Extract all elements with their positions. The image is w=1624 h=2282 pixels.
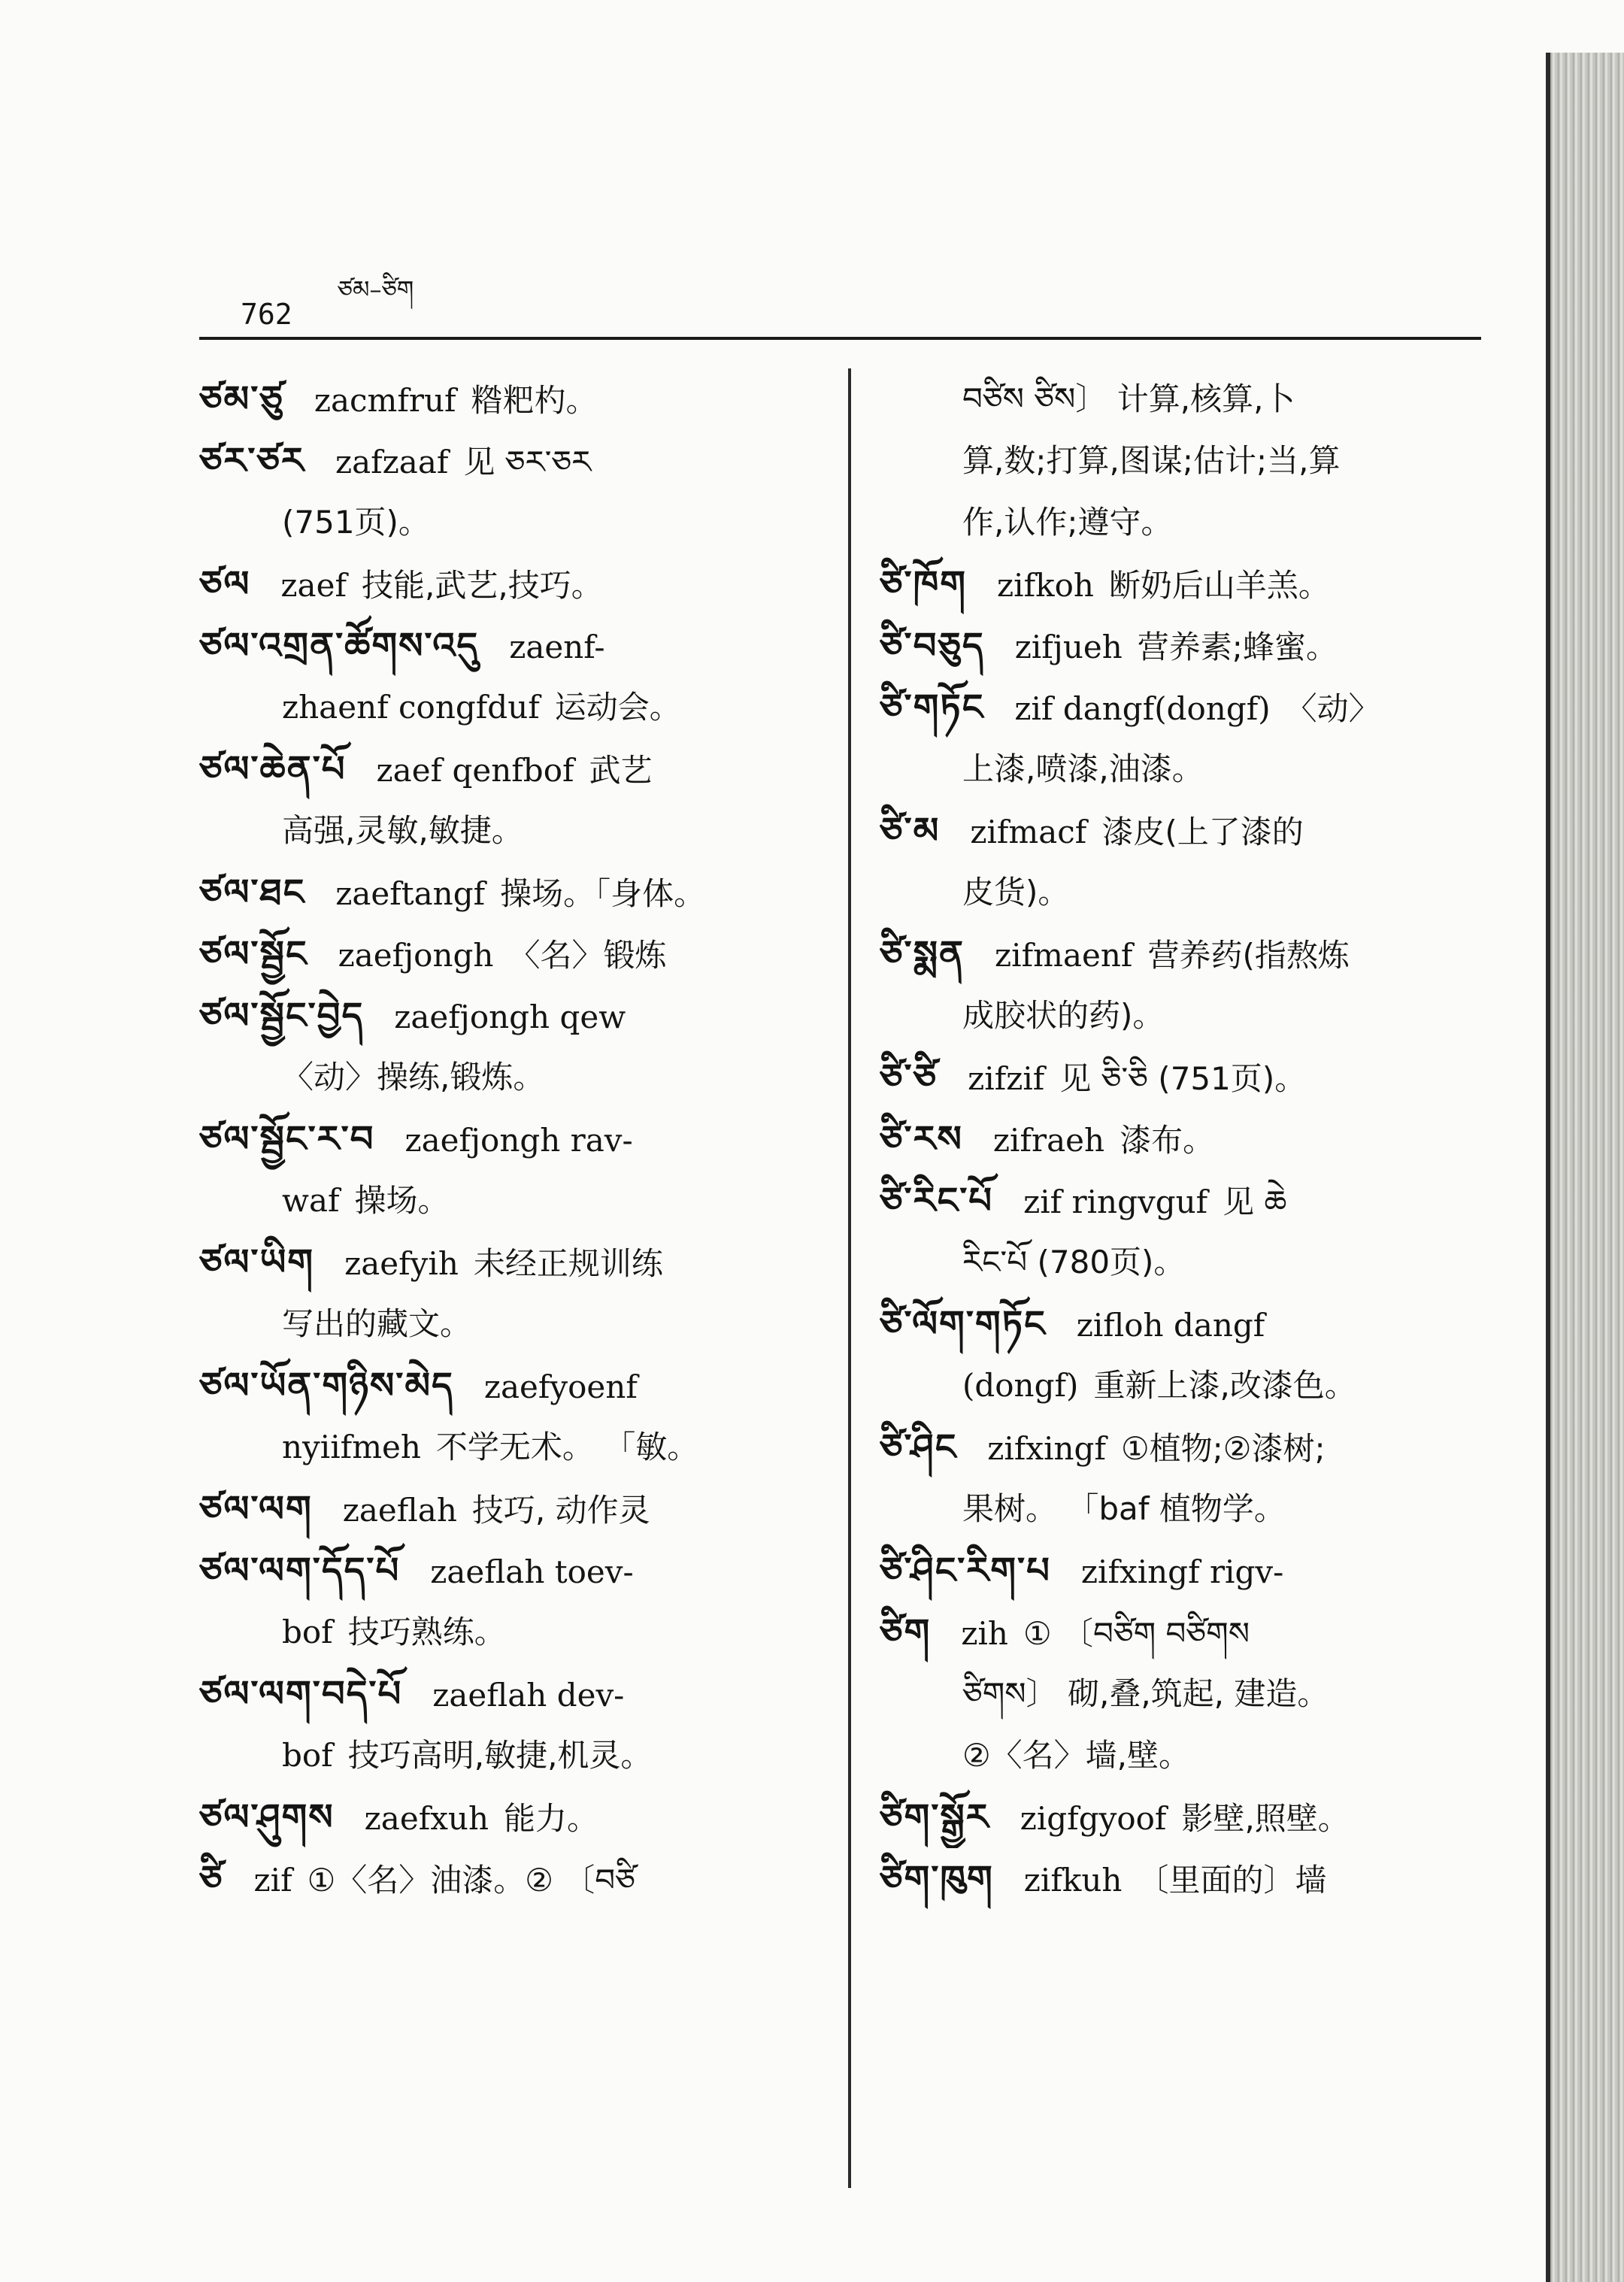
headword-tibetan: ཙལ — [199, 563, 251, 605]
dictionary-line — [199, 1478, 827, 1540]
dictionary-line — [880, 1108, 1496, 1170]
dictionary-line — [880, 738, 1496, 800]
romanization: zhaenf congfduf — [282, 689, 540, 726]
romanization: zaefjongh rav- — [404, 1122, 633, 1159]
romanization: zaenf- — [509, 629, 605, 665]
headword-tibetan: ཙི་གཏོང — [880, 686, 985, 729]
definition: 运动会。 — [554, 689, 681, 726]
dictionary-line — [880, 1540, 1496, 1602]
dictionary-line — [880, 1355, 1496, 1417]
headword-tibetan: ཙལ་ཤུགས — [199, 1796, 335, 1838]
dictionary-line — [880, 1417, 1496, 1478]
definition: 〔里面的〕墙 — [1137, 1862, 1327, 1899]
dictionary-line — [880, 1663, 1496, 1725]
page-edge-line — [1546, 53, 1550, 2282]
left-column — [199, 368, 827, 1910]
dictionary-line — [199, 800, 827, 862]
dictionary-line — [880, 800, 1496, 862]
dictionary-line — [880, 862, 1496, 923]
dictionary-line — [880, 1293, 1496, 1355]
romanization: zaefxuh — [364, 1800, 489, 1837]
headword-tibetan: ཙལ་ལག — [199, 1488, 313, 1530]
definition: 见 ཅི་ཅི (751页)。 — [1059, 1060, 1307, 1097]
headword-tibetan: ཙི་ཁོག — [880, 563, 968, 605]
dictionary-line — [199, 1232, 827, 1293]
headword-tibetan: ཙལ་ལག་བདེ་པོ — [199, 1673, 403, 1715]
romanization: zifkuh — [1023, 1862, 1123, 1899]
definition: 见 ཆེ — [1223, 1183, 1287, 1220]
romanization: zif — [253, 1862, 292, 1899]
romanization: zifjueh — [1014, 629, 1123, 665]
dictionary-line — [199, 1602, 827, 1663]
dictionary-line — [199, 1848, 827, 1910]
headword-tibetan: ཙལ་སྦྱོང་ར་བ — [199, 1118, 375, 1160]
page-number: 762 — [241, 298, 292, 331]
dictionary-line — [880, 553, 1496, 615]
headword-tibetan: ཙི་སྨན — [880, 933, 965, 975]
definition: 〈动〉 — [1285, 690, 1380, 727]
definition: 影壁,照壁。 — [1181, 1800, 1350, 1837]
dictionary-line — [199, 1787, 827, 1848]
dictionary-line — [880, 1725, 1496, 1787]
romanization: zigfgyoof — [1020, 1800, 1167, 1837]
headword-tibetan: ཙལ་ལག་དོད་པོ — [199, 1550, 401, 1592]
headword-tibetan: ཙིག — [880, 1611, 932, 1653]
romanization: zaeftangf — [335, 875, 486, 912]
definition: 漆布。 — [1120, 1122, 1215, 1159]
dictionary-line — [880, 985, 1496, 1047]
definition: ①〈名〉油漆。② 〔བཙི — [307, 1862, 635, 1899]
romanization: zif ringvguf — [1023, 1183, 1208, 1220]
page-header — [241, 275, 1481, 331]
romanization: zif dangf(dongf) — [1014, 690, 1271, 727]
definition: ①植物;②漆树; — [1121, 1430, 1326, 1467]
romanization: zifxingf rigv- — [1080, 1553, 1284, 1590]
definition: 〈名〉锻炼 — [508, 937, 667, 974]
page-edge-shadow — [1549, 53, 1624, 2282]
dictionary-line — [199, 1047, 827, 1108]
definition: ②〈名〉墙,壁。 — [962, 1737, 1191, 1774]
header-rule — [199, 337, 1481, 340]
dictionary-line — [199, 923, 827, 985]
headword-tibetan: ཙི — [199, 1858, 224, 1900]
definition: 营养素;蜂蜜。 — [1137, 629, 1338, 665]
romanization: waf — [282, 1182, 340, 1219]
dictionary-line — [880, 368, 1496, 430]
definition: 糌粑杓。 — [471, 382, 598, 419]
definition: 技能,武艺,技巧。 — [362, 567, 603, 604]
dictionary-line — [880, 677, 1496, 738]
definition: 未经正规训练 — [473, 1245, 663, 1282]
dictionary-line — [880, 1170, 1496, 1232]
definition: 技巧高明,敏捷,机灵。 — [347, 1737, 653, 1774]
romanization: zifzif — [968, 1060, 1045, 1097]
definition: 上漆,喷漆,油漆。 — [962, 750, 1204, 787]
dictionary-line — [199, 1170, 827, 1232]
dictionary-line — [880, 1232, 1496, 1293]
romanization: zaeflah toev- — [430, 1553, 634, 1590]
headword-tibetan: ཙལ་ཡོན་གཉིས་མེད — [199, 1365, 454, 1407]
running-head: ཙམ–ཙིག — [337, 275, 414, 304]
right-column — [880, 368, 1496, 1910]
definition: 技巧熟练。 — [347, 1614, 506, 1650]
romanization: zaefyih — [344, 1245, 459, 1282]
definition: 果树。 「baf 植物学。 — [962, 1490, 1286, 1527]
definition: 作,认作;遵守。 — [962, 504, 1173, 541]
romanization: (dongf) — [962, 1367, 1079, 1404]
dictionary-line — [199, 1417, 827, 1478]
headword-tibetan: ཙལ་ཆེན་པོ — [199, 748, 347, 790]
dictionary-line — [199, 862, 827, 923]
romanization: zaeflah — [342, 1492, 457, 1529]
definition: 写出的藏文。 — [282, 1305, 472, 1342]
definition: (751页)。 — [282, 504, 430, 541]
dictionary-line — [880, 1602, 1496, 1663]
dictionary-line — [199, 1293, 827, 1355]
romanization: zih — [961, 1615, 1008, 1652]
dictionary-line — [880, 1787, 1496, 1848]
dictionary-line — [199, 615, 827, 677]
definition: 高强,灵敏,敏捷。 — [282, 812, 523, 849]
romanization: nyiifmeh — [282, 1429, 421, 1465]
headword-tibetan: ཙི་ལོག་གཏོང — [880, 1303, 1047, 1345]
definition: 皮货)。 — [962, 874, 1070, 911]
headword-tibetan: ཙམ་ཙུ — [199, 378, 284, 420]
dictionary-line — [199, 738, 827, 800]
dictionary-line — [199, 368, 827, 430]
romanization: zifmacf — [970, 814, 1087, 850]
definition: 技巧, 动作灵 — [471, 1492, 650, 1529]
dictionary-line — [880, 923, 1496, 985]
romanization: zaefjongh qew — [394, 999, 626, 1035]
dictionary-line — [880, 615, 1496, 677]
romanization: zifxingf — [987, 1430, 1106, 1467]
definition: 操场。「身体。 — [500, 875, 706, 912]
definition: 营养药(指熬炼 — [1147, 937, 1350, 974]
romanization: zifmaenf — [995, 937, 1133, 974]
definition: 见 ཅར་ཅར — [463, 444, 592, 480]
headword-tibetan: ཙལ་འགྲན་ཚོགས་འདུ — [199, 625, 480, 667]
headword-tibetan: ཙི་བཅུད — [880, 625, 985, 667]
dictionary-line — [199, 985, 827, 1047]
dictionary-line — [199, 1355, 827, 1417]
romanization: zifraeh — [992, 1122, 1105, 1159]
headword-tibetan: ཙི་ཙི — [880, 1056, 938, 1099]
definition: 漆皮(上了漆的 — [1101, 814, 1304, 850]
romanization: zaef qenfbof — [376, 752, 574, 789]
romanization: bof — [282, 1737, 333, 1774]
column-divider — [848, 368, 851, 2188]
romanization: zafzaaf — [335, 444, 449, 480]
headword-tibetan: ཙལ་སྦྱོང་བྱེད — [199, 995, 365, 1037]
dictionary-line — [880, 430, 1496, 492]
headword-tibetan: ཙི་རིང་པོ — [880, 1180, 994, 1222]
headword-tibetan: ཙལ་ཡིག — [199, 1241, 315, 1283]
definition: ཙིགས〕 砌,叠,筑起, 建造。 — [962, 1675, 1329, 1712]
definition: ① 〔བཙིག བཙིགས — [1023, 1615, 1250, 1652]
headword-tibetan: ཙིག་ཁུག — [880, 1858, 994, 1900]
dictionary-line — [199, 492, 827, 553]
definition: 断奶后山羊羔。 — [1108, 567, 1330, 604]
dictionary-line — [199, 1108, 827, 1170]
romanization: zaefyoenf — [483, 1368, 638, 1405]
definition: 重新上漆,改漆色。 — [1093, 1367, 1356, 1404]
headword-tibetan: ཙི་ཤིང་རིག་པ — [880, 1550, 1051, 1592]
definition: རིང་པོ (780页)。 — [962, 1244, 1186, 1280]
definition: 算,数;打算,图谋;估计;当,算 — [962, 442, 1341, 479]
dictionary-line — [199, 1540, 827, 1602]
definition: 操场。 — [354, 1182, 450, 1219]
dictionary-line — [199, 553, 827, 615]
definition: 武艺 — [589, 752, 653, 789]
romanization: zaef — [280, 567, 347, 604]
romanization: zaefjongh — [338, 937, 494, 974]
definition: 能力。 — [504, 1800, 599, 1837]
romanization: bof — [282, 1614, 333, 1650]
dictionary-line — [880, 1047, 1496, 1108]
dictionary-line — [880, 1478, 1496, 1540]
romanization: zifloh dangf — [1076, 1307, 1265, 1344]
headword-tibetan: ཙི་རས — [880, 1118, 963, 1160]
headword-tibetan: ཙིག་སྒྱོར — [880, 1796, 990, 1838]
headword-tibetan: ཙལ་སྦྱོང — [199, 933, 308, 975]
dictionary-line — [199, 430, 827, 492]
headword-tibetan: ཙི་ཤིང — [880, 1426, 958, 1468]
definition: 不学无术。 「敏。 — [435, 1429, 699, 1465]
headword-tibetan: ཙར་ཙར — [199, 440, 305, 482]
dictionary-line — [199, 1725, 827, 1787]
definition: 成胶状的药)。 — [962, 997, 1165, 1034]
dictionary-line — [880, 1848, 1496, 1910]
headword-tibetan: ཙལ་ཐང — [199, 871, 306, 914]
romanization: zifkoh — [997, 567, 1094, 604]
romanization: zaeflah dev- — [432, 1677, 625, 1714]
definition: 〈动〉操练,锻炼。 — [282, 1059, 545, 1096]
dictionary-line — [199, 1663, 827, 1725]
romanization: zacmfruf — [314, 382, 456, 419]
definition: བཙིས ཙིས〕 计算,核算,卜 — [962, 380, 1295, 417]
dictionary-line — [199, 677, 827, 738]
headword-tibetan: ཙི་མ — [880, 810, 941, 852]
dictionary-line — [880, 492, 1496, 553]
